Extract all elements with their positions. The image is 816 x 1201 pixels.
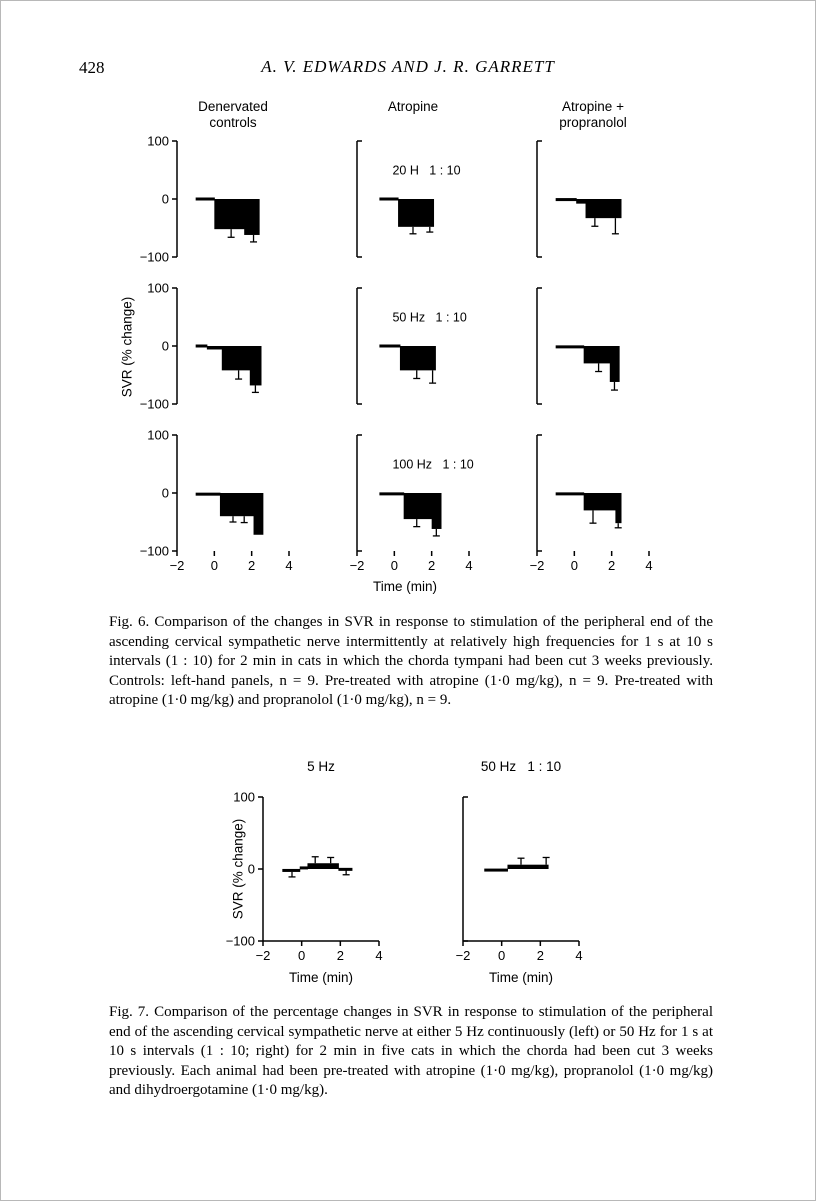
svg-text:0: 0: [570, 558, 578, 573]
fig6-col1-header-line2: controls: [209, 114, 257, 130]
svg-text:0: 0: [161, 338, 169, 354]
svg-text:100: 100: [147, 427, 169, 443]
svg-text:4: 4: [285, 558, 293, 573]
svg-text:−2: −2: [255, 948, 271, 963]
svg-text:20 H 1 : 10: 20 H 1 : 10: [392, 163, 461, 178]
fig6-caption: Fig. 6. Comparison of the changes in SVR in response to stimulation of the peripheral end of the ascending cervical sympathetic nerve intermittently at relatively high frequencies for 1 s at 10 s intervals (1 : 10) for 2 min in cats in which the chorda tympani had been cut 3 weeks previously. Controls: left-hand panels, n = 9. Pre-treated with atropine (1·0 mg/kg), n = 9. Pre-treated with atropine (1·0 mg/kg) and propranolol (1·0 mg/kg), n = 9.: [109, 614, 713, 709]
svg-text:2: 2: [608, 558, 616, 573]
svg-text:0: 0: [210, 558, 218, 573]
fig6-panel-50hz-atropine: [307, 280, 477, 412]
fig6-column-header-atropine-propranolol: [487, 99, 657, 133]
svg-text:−2: −2: [529, 558, 545, 573]
svg-text:−100: −100: [139, 543, 169, 559]
page-number: 428: [79, 58, 105, 77]
svg-text:100: 100: [147, 280, 169, 296]
fig6-panel-20hz-atropine-propranolol: [487, 133, 657, 265]
svg-text:−100: −100: [225, 933, 255, 949]
svg-text:Time (min): Time (min): [489, 970, 553, 985]
fig6-grid: [127, 99, 657, 599]
svg-text:0: 0: [161, 485, 169, 501]
running-head: A. V. EDWARDS AND J. R. GARRETT: [261, 57, 555, 76]
svg-text:2: 2: [536, 948, 544, 963]
svg-text:4: 4: [575, 948, 583, 963]
fig7-y-axis-label: SVR (% change): [230, 818, 246, 920]
fig6-panel-20hz-atropine: [307, 133, 477, 265]
svg-text:50 Hz 1 : 10: 50 Hz 1 : 10: [392, 310, 467, 325]
fig6-col2-header-line1: Atropine: [387, 99, 439, 114]
svg-text:4: 4: [645, 558, 653, 573]
svg-text:0: 0: [298, 948, 306, 963]
fig6-panel-20hz-denervated-controls: [127, 133, 297, 265]
svg-text:100: 100: [233, 789, 255, 805]
fig6-column-header-atropine: [307, 99, 477, 133]
fig6-col1-header-line1: Denervated: [198, 99, 268, 114]
fig6-col3-header-line1: Atropine +: [562, 99, 624, 114]
svg-text:0: 0: [247, 861, 255, 877]
fig7-panel-50hz-1-10: [413, 789, 603, 989]
figure-6: [119, 99, 657, 599]
fig7-title-50hz-1-10: 50 Hz 1 : 10: [480, 759, 562, 774]
svg-text:−2: −2: [455, 948, 471, 963]
fig7-title-5hz: 5 Hz: [307, 759, 335, 774]
fig6-column-header-denervated-controls: [127, 99, 297, 133]
fig6-panel-100hz-atropine: [307, 427, 477, 579]
fig6-panel-100hz-denervated-controls: [127, 427, 297, 579]
fig6-panel-50hz-atropine-propranolol: [487, 280, 657, 412]
fig7-caption: Fig. 7. Comparison of the percentage changes in SVR in response to stimulation of the peripheral end of the ascending cervical sympathetic nerve at either 5 Hz continuously (left) or 50 Hz for 1 s at 10 s intervals (1 : 10; right) for 2 min in five cats in which the chorda had been cut 3 weeks previously. Each animal had been pre-treated with atropine (1·0 mg/kg), propranolol (1·0 mg/kg) and dihydroergotamine (1·0 mg/kg).: [109, 1004, 713, 1099]
svg-text:2: 2: [428, 558, 436, 573]
fig6-y-axis-label: SVR (% change): [119, 296, 135, 398]
svg-text:Time (min): Time (min): [289, 970, 353, 985]
svg-text:−100: −100: [139, 396, 169, 412]
svg-text:2: 2: [336, 948, 344, 963]
fig6-panel-50hz-denervated-controls: [127, 280, 297, 412]
svg-text:−2: −2: [169, 558, 185, 573]
svg-text:4: 4: [375, 948, 383, 963]
svg-text:0: 0: [498, 948, 506, 963]
fig6-panel-100hz-atropine-propranolol: [487, 427, 657, 579]
fig6-col3-header-line2: propranolol: [559, 114, 627, 130]
figure-7: [213, 759, 603, 989]
svg-text:−100: −100: [139, 249, 169, 265]
svg-text:100: 100: [147, 133, 169, 149]
svg-text:100 Hz 1 : 10: 100 Hz 1 : 10: [392, 457, 474, 472]
svg-text:0: 0: [161, 191, 169, 207]
svg-text:0: 0: [390, 558, 398, 573]
fig6-x-axis-label: Time (min): [373, 579, 437, 594]
svg-text:2: 2: [248, 558, 256, 573]
svg-text:4: 4: [465, 558, 473, 573]
fig7-grid: [213, 759, 603, 989]
svg-text:−2: −2: [349, 558, 365, 573]
